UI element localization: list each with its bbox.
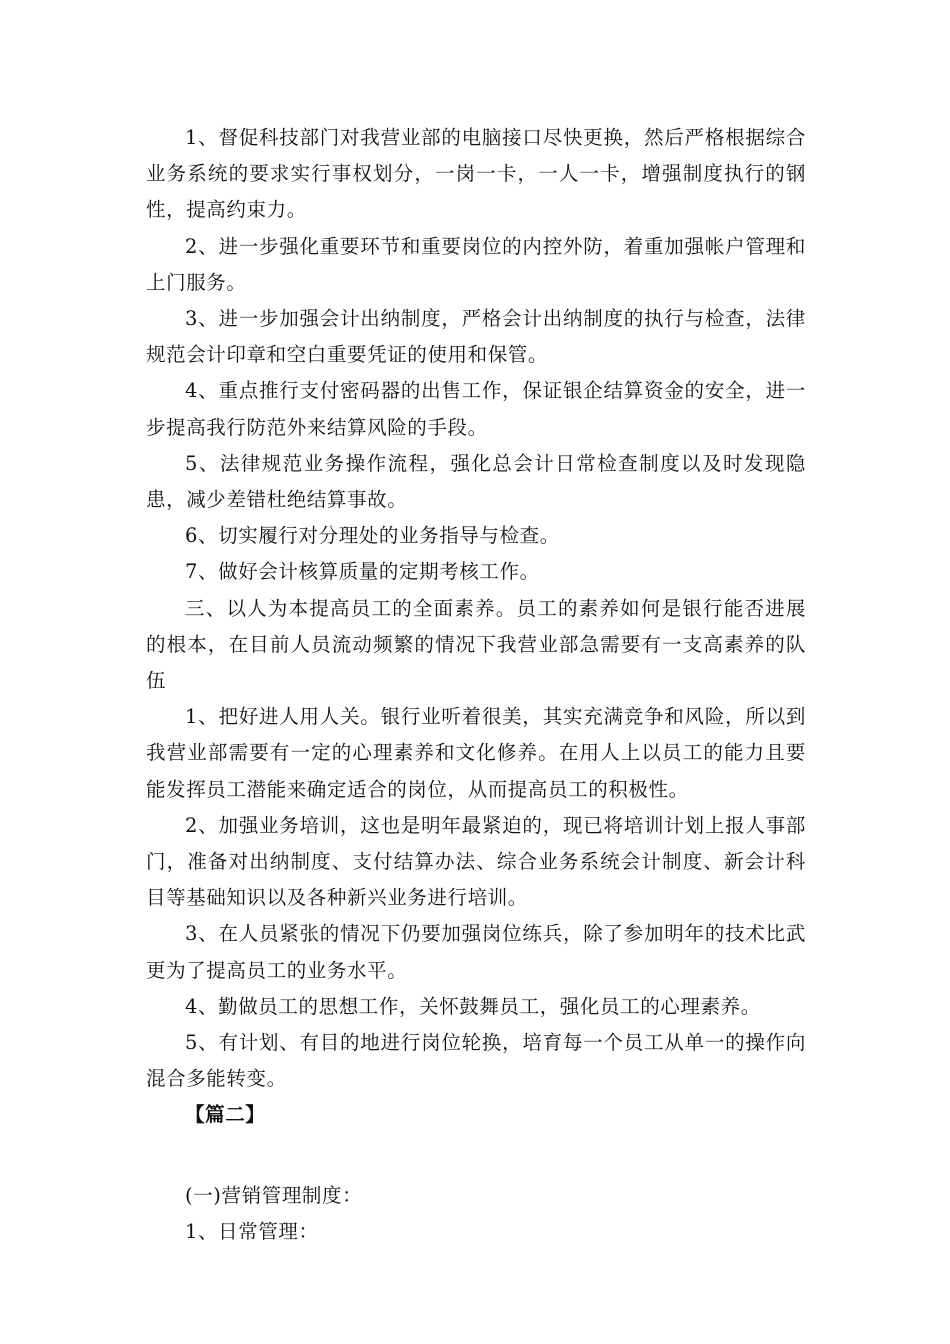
paragraph: 3、在人员紧张的情况下仍要加强岗位练兵，除了参加明年的技术比武更为了提高员工的业务水平。	[146, 922, 806, 982]
paragraph: 2、加强业务培训，这也是明年最紧迫的，现已将培训计划上报人事部门，准备对出纳制度、支付结算办法、综合业务系统会计制度、新会计科目等基础知识以及各种新兴业务进行培训。	[146, 813, 806, 910]
paragraph: 2、进一步强化重要环节和重要岗位的内控外防，着重加强帐户管理和上门服务。	[146, 234, 806, 294]
paragraph: (一)营销管理制度：	[185, 1183, 363, 1207]
paragraph: 5、有计划、有目的地进行岗位轮换，培育每一个员工从单一的操作向混合多能转变。	[146, 1031, 806, 1091]
paragraph: 4、重点推行支付密码器的出售工作，保证银企结算资金的安全，进一步提高我行防范外来结算风险的手段。	[146, 379, 806, 439]
paragraph: 3、进一步加强会计出纳制度，严格会计出纳制度的执行与检查，法律规范会计印章和空白重要凭证的使用和保管。	[146, 307, 806, 367]
paragraph: 1、把好进人用人关。银行业听着很美，其实充满竞争和风险，所以到我营业部需要有一定的心理素养和文化修养。在用人上以员工的能力且要能发挥员工潜能来确定适合的岗位，从而提高员工的积极性。	[146, 705, 806, 801]
section-spacer	[146, 1134, 806, 1178]
paragraph: 6、切实履行对分理处的业务指导与检查。	[185, 524, 560, 548]
paragraph: 7、做好会计核算质量的定期考核工作。	[185, 560, 540, 584]
paragraph: 1、督促科技部门对我营业部的电脑接口尽快更换，然后严格根据综合业务系统的要求实行事权划分，一岗一卡，一人一卡，增强制度执行的钢性，提高约束力。	[146, 126, 806, 222]
paragraph: 1、日常管理：	[185, 1219, 319, 1243]
paragraph: 4、勤做员工的思想工作，关怀鼓舞员工，强化员工的心理素养。	[185, 994, 761, 1018]
section-heading: 【篇二】	[185, 1103, 266, 1127]
paragraph: 5、法律规范业务操作流程，强化总会计日常检查制度以及时发现隐患，减少差错杜绝结算事故。	[146, 451, 806, 512]
document-body	[146, 120, 806, 1250]
paragraph: 三、以人为本提高员工的全面素养。员工的素养如何是银行能否进展的根本，在目前人员流动频繁的情况下我营业部急需要有一支高素养的队伍	[146, 596, 806, 693]
